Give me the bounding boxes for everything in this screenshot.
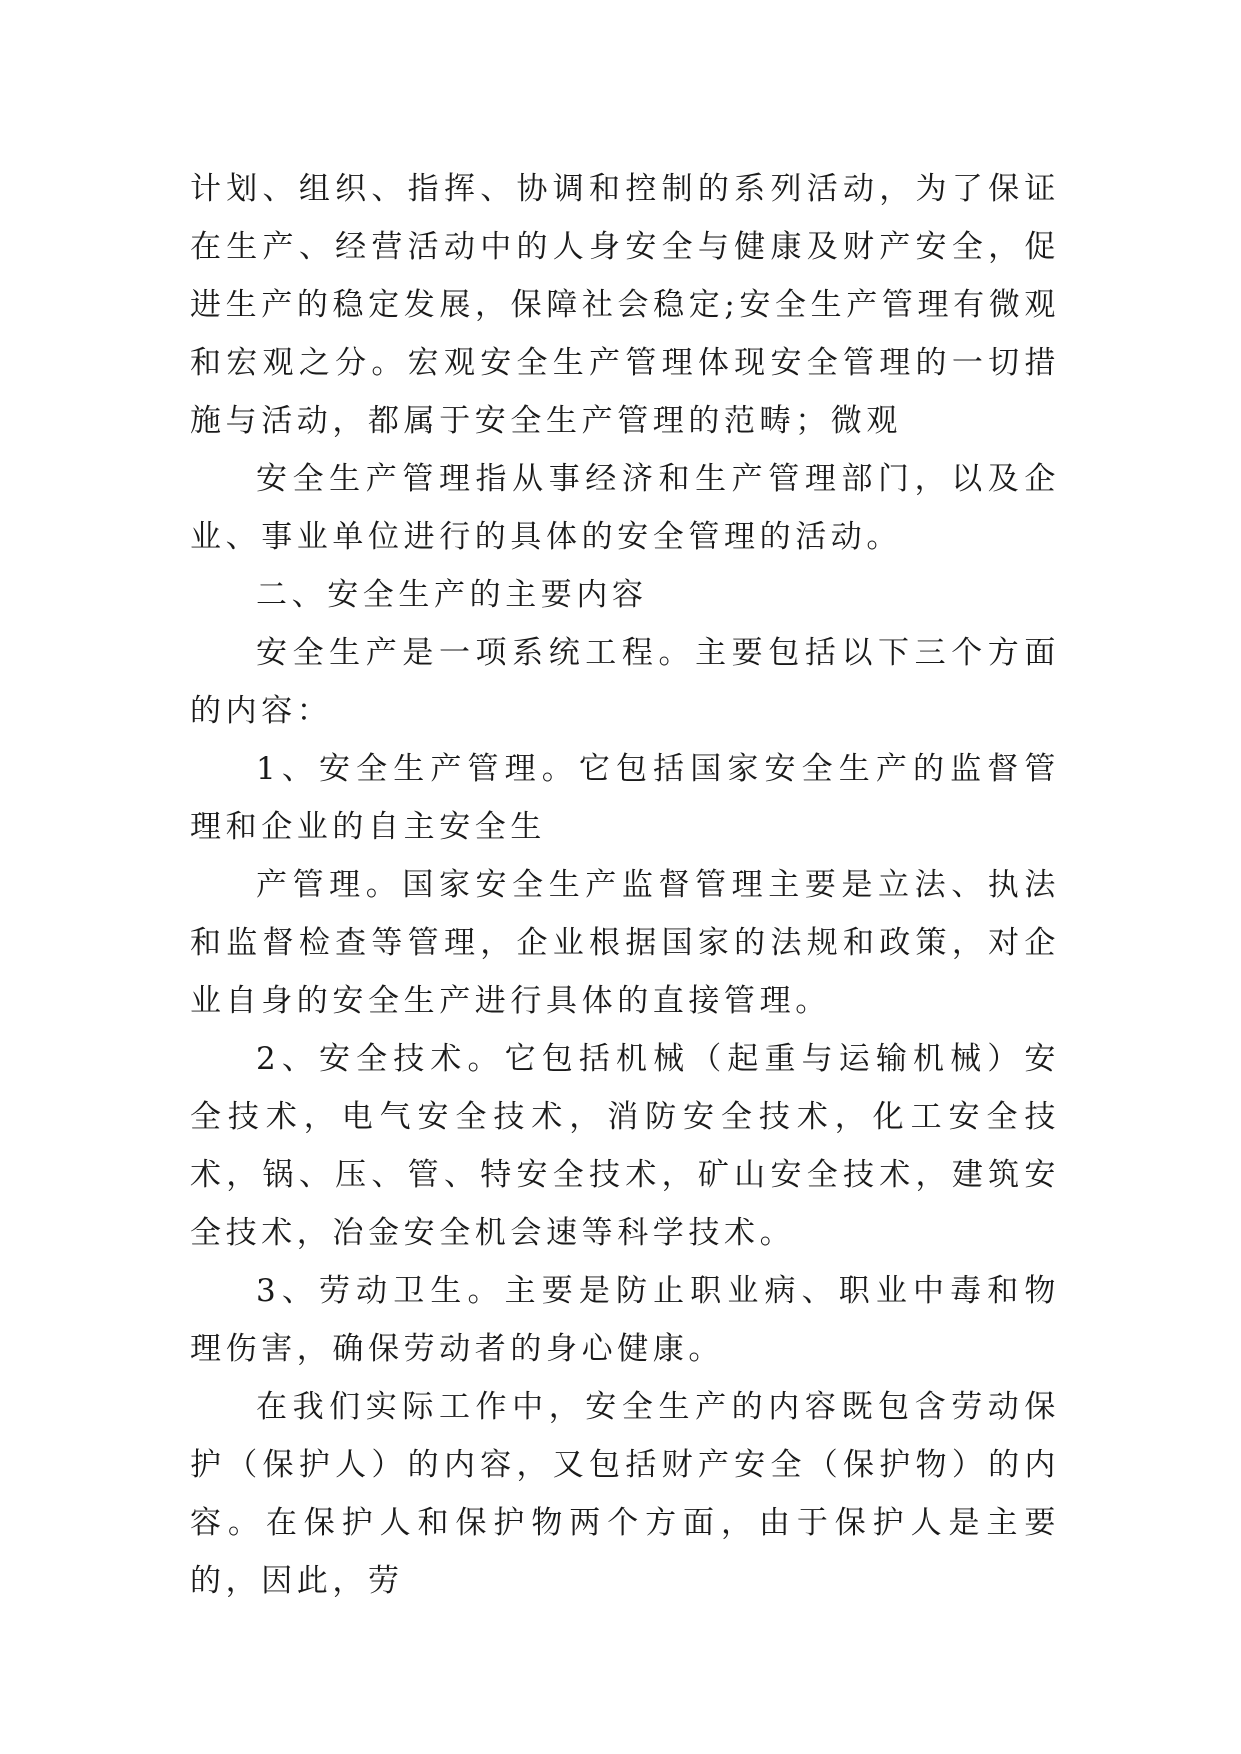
list-item-1-safety-management: 1、安全生产管理。它包括国家安全生产的监督管理和企业的自主安全生 <box>190 751 1060 845</box>
section-heading-main-content: 二、安全生产的主要内容 <box>256 577 648 613</box>
paragraph-micro-management: 安全生产管理指从事经济和生产管理部门，以及企业、事业单位进行的具体的安全管理的活动。 <box>190 461 1060 555</box>
list-item-3-labor-hygiene: 3、劳动卫生。主要是防止职业病、职业中毒和物理伤害，确保劳动者的身心健康。 <box>190 1273 1060 1367</box>
paragraph-practical-work: 在我们实际工作中，安全生产的内容既包含劳动保护（保护人）的内容，又包括财产安全（保护物）的内容。在保护人和保护物两个方面，由于保护人是主要的，因此，劳 <box>190 1389 1060 1599</box>
paragraph-production-management: 产管理。国家安全生产监督管理主要是立法、执法和监督检查等管理，企业根据国家的法规和政策，对企业自身的安全生产进行具体的直接管理。 <box>190 867 1060 1019</box>
list-item-2-safety-technology: 2、安全技术。它包括机械（起重与运输机械）安全技术，电气安全技术，消防安全技术，化工安全技术，锅、压、管、特安全技术，矿山安全技术，建筑安全技术，冶金安全机会速等科学技术。 <box>190 1041 1060 1251</box>
paragraph-system-engineering: 安全生产是一项系统工程。主要包括以下三个方面的内容： <box>190 635 1060 729</box>
document-body <box>190 160 1060 1610</box>
paragraph-management-definition: 计划、组织、指挥、协调和控制的系列活动，为了保证在生产、经营活动中的人身安全与健康及财产安全，促进生产的稳定发展，保障社会稳定;安全生产管理有微观和宏观之分。宏观安全生产管理体现安全管理的一切措施与活动，都属于安全生产管理的范畴；微观 <box>190 171 1060 439</box>
